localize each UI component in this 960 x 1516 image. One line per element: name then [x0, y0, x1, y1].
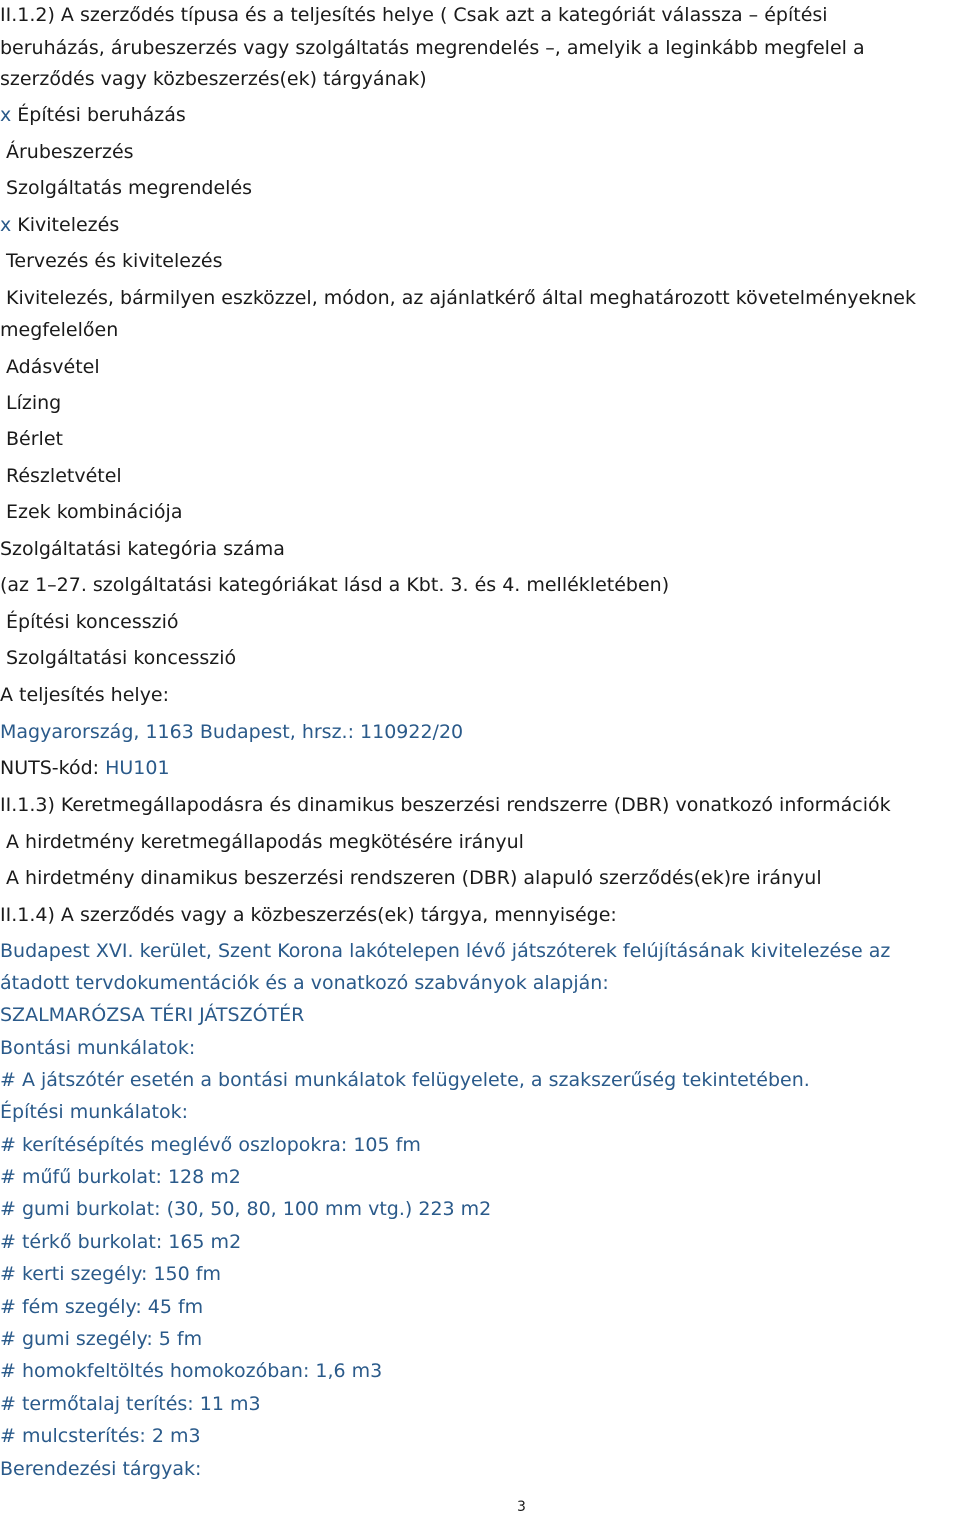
- page-number: 3: [517, 1499, 526, 1515]
- option-epitesi-koncesszio: Építési koncesszió: [6, 611, 179, 633]
- berendezesi-targyak-label: Berendezési tárgyak:: [0, 1458, 202, 1480]
- option-berlet: Bérlet: [6, 428, 63, 450]
- work-item: # gumi szegély: 5 fm: [0, 1328, 203, 1350]
- work-item: # termőtalaj terítés: 11 m3: [0, 1393, 261, 1415]
- teljesites-helye-value: Magyarország, 1163 Budapest, hrsz.: 110922/20: [0, 721, 464, 743]
- section-heading-2-1-4: II.1.4) A szerződés vagy a közbeszerzés(ek) tárgya, mennyisége:: [0, 904, 617, 926]
- option-label: Kivitelezés: [17, 214, 120, 236]
- nuts-code: [0, 756, 170, 780]
- selected-marker: x: [0, 214, 12, 236]
- szolgaltatasi-kategoria-label: Szolgáltatási kategória száma: [0, 538, 285, 560]
- nuts-label: NUTS-kód:: [0, 757, 106, 779]
- option-tervezes-es-kivitelezes: Tervezés és kivitelezés: [6, 250, 223, 272]
- section-heading-2-1-2-line2: beruházás, árubeszerzés vagy szolgáltatás megrendelés –, amelyik a leginkább megfelel a: [0, 37, 865, 59]
- option-lizing: Lízing: [6, 392, 62, 414]
- work-item: # gumi burkolat: (30, 50, 80, 100 mm vtg.) 223 m2: [0, 1198, 492, 1220]
- bontasi-item: # A játszótér esetén a bontási munkálatok felügyelete, a szakszerűség tekintetében.: [0, 1069, 810, 1091]
- work-item: # homokfeltöltés homokozóban: 1,6 m3: [0, 1360, 383, 1382]
- work-item: # térkő burkolat: 165 m2: [0, 1231, 242, 1253]
- epitesi-munkalatok-label: Építési munkálatok:: [0, 1101, 189, 1123]
- section-heading-2-1-3: II.1.3) Keretmegállapodásra és dinamikus beszerzési rendszerre (DBR) vonatkozó információk: [0, 794, 891, 816]
- option-szolgaltatas-megrendeles: Szolgáltatás megrendelés: [6, 177, 253, 199]
- work-item: # kerti szegély: 150 fm: [0, 1263, 221, 1285]
- site-title: SZALMARÓZSA TÉRI JÁTSZÓTÉR: [0, 1004, 305, 1026]
- selected-marker: x: [0, 104, 12, 126]
- option-szolgaltatasi-koncesszio: Szolgáltatási koncesszió: [6, 647, 237, 669]
- szolgaltatasi-kategoria-note: (az 1–27. szolgáltatási kategóriákat lásd a Kbt. 3. és 4. mellékletében): [0, 574, 670, 596]
- teljesites-helye-label: A teljesítés helye:: [0, 684, 170, 706]
- option-kivitelezes: [0, 213, 119, 237]
- nuts-value: HU101: [105, 757, 170, 779]
- option-epitesi-beruhazas: [0, 103, 186, 127]
- option-dbr: A hirdetmény dinamikus beszerzési rendszeren (DBR) alapuló szerződés(ek)re irányul: [6, 867, 822, 889]
- subject-description-line2: átadott tervdokumentációk és a vonatkozó szabványok alapján:: [0, 972, 609, 994]
- option-kivitelezes-barmilyen-line1: Kivitelezés, bármilyen eszközzel, módon, az ajánlatkérő által meghatározott követelményeknek: [6, 287, 916, 309]
- option-keretmegallapodas: A hirdetmény keretmegállapodás megkötésére irányul: [6, 831, 524, 853]
- option-arubeszerzes: Árubeszerzés: [6, 141, 134, 163]
- option-kivitelezes-barmilyen-line2: megfelelően: [0, 319, 119, 341]
- bontasi-munkalatok-label: Bontási munkálatok:: [0, 1037, 196, 1059]
- option-reszletvetel: Részletvétel: [6, 465, 122, 487]
- option-adasvetel: Adásvétel: [6, 356, 100, 378]
- work-item: # műfű burkolat: 128 m2: [0, 1166, 241, 1188]
- subject-description-line1: Budapest XVI. kerület, Szent Korona lakótelepen lévő játszóterek felújításának kivitelezése az: [0, 940, 891, 962]
- work-item: # fém szegély: 45 fm: [0, 1296, 204, 1318]
- work-item: # mulcsterítés: 2 m3: [0, 1425, 201, 1447]
- section-heading-2-1-2-line3: szerződés vagy közbeszerzés(ek) tárgyának): [0, 68, 427, 90]
- option-label: Építési beruházás: [17, 104, 186, 126]
- section-heading-2-1-2-line1: II.1.2) A szerződés típusa és a teljesítés helye ( Csak azt a kategóriát válassza – építési: [0, 4, 828, 26]
- option-ezek-kombinacioja: Ezek kombinációja: [6, 501, 183, 523]
- work-item: # kerítésépítés meglévő oszlopokra: 105 fm: [0, 1134, 421, 1156]
